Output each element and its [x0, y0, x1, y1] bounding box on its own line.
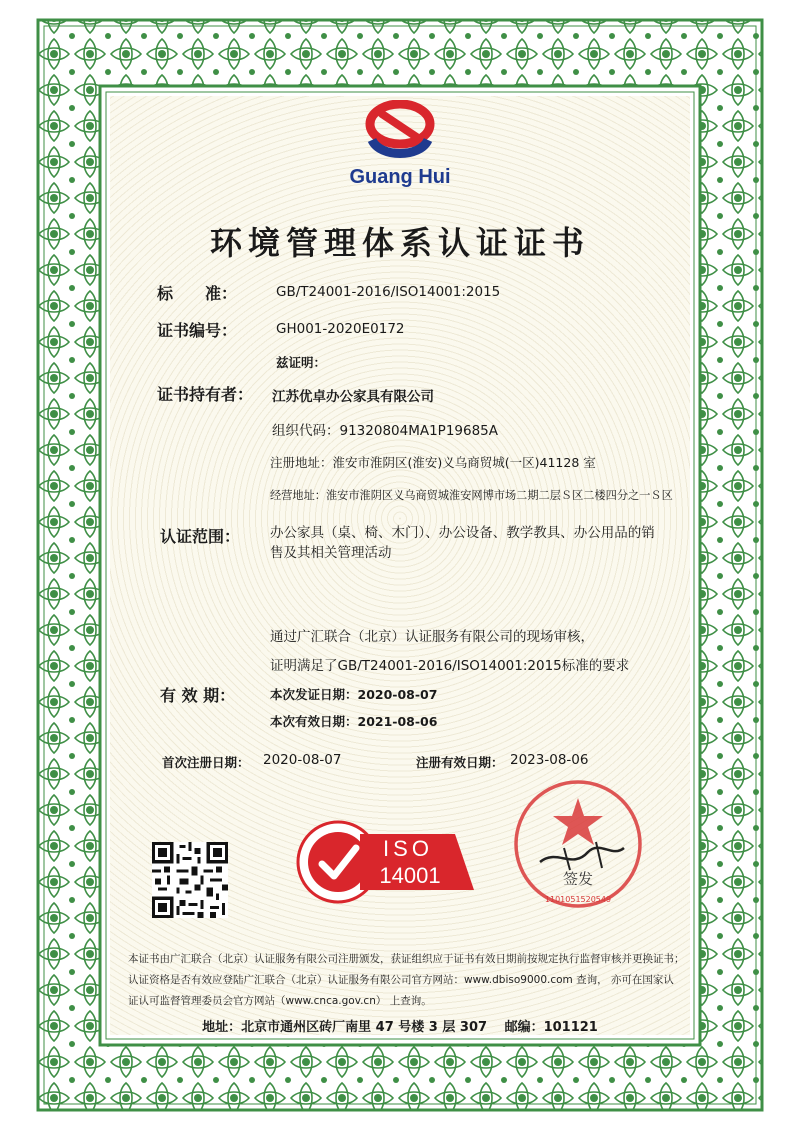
scope-label: 认证范围：: [160, 527, 241, 546]
org-code: 组织代码：91320804MA1P19685A: [272, 423, 499, 439]
qr-code-icon[interactable]: [152, 842, 228, 918]
registered-address: 注册地址：淮安市淮阴区(淮安)义乌商贸城(一区)41128 室: [270, 455, 596, 470]
footer-line-1: 本证书由广汇联合（北京）认证服务有限公司注册颁发，获证组织应于证书有效日期前按规定执行监督审核并更换证书；: [128, 953, 685, 965]
audit-line-1: 通过广汇联合（北京）认证服务有限公司的现场审核，: [270, 629, 594, 645]
footer-address: 地址：北京市通州区砖厂南里 47 号楼 3 层 307 邮编：101121: [202, 1020, 598, 1035]
cert-no-label: 证书编号：: [157, 321, 238, 340]
validity-label: 有 效 期：: [160, 686, 236, 705]
first-reg-value: 2020-08-07: [263, 752, 342, 768]
company-seal-icon: [512, 778, 644, 910]
seal-number: 1101051520549: [544, 895, 612, 904]
audit-line-2: 证明满足了GB/T24001-2016/ISO14001:2015标准的要求: [270, 658, 630, 674]
first-reg-label: 首次注册日期：: [162, 755, 250, 770]
footer-line-2: 认证资格是否有效应登陆广汇联合（北京）认证服务有限公司官方网站：www.dbiso9000.com 查询， 亦可在国家认: [128, 974, 674, 986]
footer-line-3: 证认可监督管理委员会官方网站（www.cnca.gov.cn） 上查询。: [128, 995, 432, 1007]
cert-no-value: GH001-2020E0172: [276, 321, 405, 337]
scope-line-1: 办公家具（桌、椅、木门）、办公设备、教学教具、办公用品的销: [270, 525, 655, 541]
reg-valid-value: 2023-08-06: [510, 752, 589, 768]
standard-label: 标 准：: [157, 284, 238, 303]
reg-valid-label: 注册有效日期：: [416, 755, 504, 770]
iso-text: ISO: [383, 836, 433, 861]
iso-number: 14001: [379, 863, 441, 888]
holder-name: 江苏优卓办公家具有限公司: [272, 389, 434, 405]
seal-sign-text: 签发: [562, 870, 594, 888]
guanghui-logo-icon: [362, 100, 438, 162]
brand-name: Guang Hui: [349, 166, 451, 188]
expire-date: 本次有效日期：2021-08-06: [270, 714, 438, 729]
iso-14001-badge-icon: [290, 812, 480, 912]
standard-value: GB/T24001-2016/ISO14001:2015: [276, 284, 501, 300]
scope-line-2: 售及其相关管理活动: [270, 545, 392, 561]
operating-address: 经营地址：淮安市淮阴区义乌商贸城淮安网博市场二期二层Ｓ区二楼四分之一Ｓ区: [270, 489, 673, 502]
certify-text: 兹证明：: [276, 355, 327, 370]
holder-label: 证书持有者：: [157, 385, 254, 404]
certificate-title: 环境管理体系认证证书: [209, 224, 590, 262]
issue-date: 本次发证日期：2020-08-07: [270, 687, 438, 702]
